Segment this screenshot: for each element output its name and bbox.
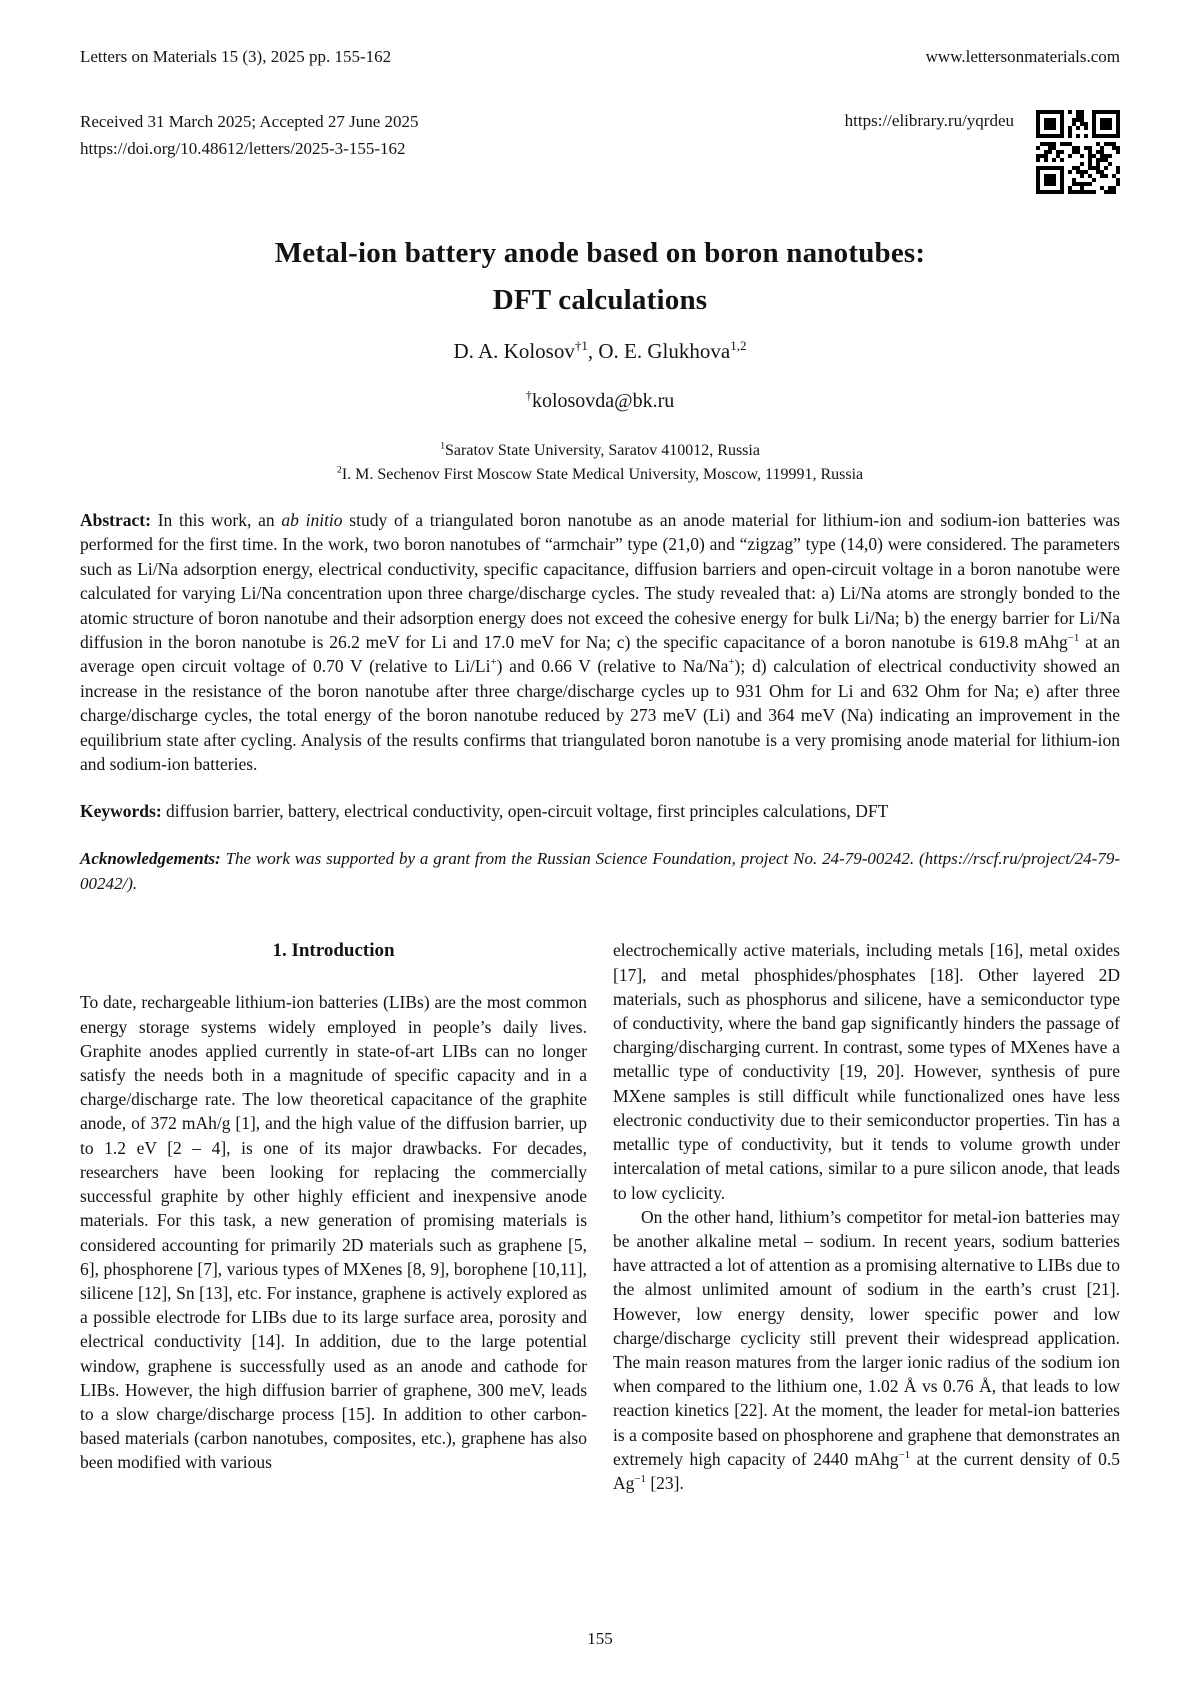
header — [80, 46, 1120, 68]
journal-site-link[interactable]: www.lettersonmaterials.com — [925, 47, 1120, 66]
author-email[interactable]: †kolosovda@bk.ru — [525, 388, 675, 412]
received-accepted-line: Received 31 March 2025; Accepted 27 June 2025 — [80, 112, 419, 131]
header-meta-left — [80, 108, 419, 162]
introduction-section — [80, 938, 1120, 1495]
intro-paragraph-3: On the other hand, lithium’s competitor for metal-ion batteries may be another alkaline metal – sodium. In recent years, sodium batteries have attracted a lot of attention as a promising alternative to LIBs due to the almost unlimited amount of sodium in the earth’s crust [21]. However, low energy density, lower specific power and low charge/discharge cyclicity still prevent their widespread application. The main reason matures from the larger ionic radius of the sodium ion when compared to the lithium one, 1.02 Å vs 0.76 Å, that leads to low reaction kinetics [22]. At the moment, the leader for metal-ion batteries is a composite based on phosphorene and graphene that demonstrates an extremely high capacity of 2440 mAhg$^{-1}$ at the current density of 0.5 $Ag^{-1}$ [23]. — [613, 1206, 1120, 1493]
header-meta-right — [845, 108, 1120, 194]
doi-link[interactable]: https://doi.org/10.48612/letters/2025-3-155-162 — [80, 139, 406, 158]
acknowledgements-paragraph: Acknowledgements: The work was supported by a grant from the Russian Science Foundation, project No. 24-79-00242. (https://rscf.ru/project/24-79-00242/). — [80, 849, 1120, 894]
keywords-line: Keywords: diffusion barrier, battery, electrical conductivity, open-circuit voltage, first principles calculations, DFT — [80, 801, 889, 822]
article-title — [80, 230, 1120, 324]
journal-reference: Letters on Materials 15 (3), 2025 pp. 155-162 — [80, 47, 392, 66]
qr-code — [1036, 110, 1120, 194]
intro-column-left — [80, 938, 587, 1495]
intro-paragraph-1: To date, rechargeable lithium-ion batteries (LIBs) are the most common energy storage systems widely employed in people’s daily lives. Graphite anodes applied currently in state-of-art LIBs can no longer satisfy the needs both in a magnitude of specific capacity and in a charge/discharge rate. The low theoretical capacitance of the graphite anode, of 372 mAh/g [1], and the high value of the diffusion barrier, up to 1.2 eV [2 – 4], is one of its major drawbacks. For decades, researchers have been looking for replacing the commercially successful graphite by other highly efficient and inexpensive anode materials. For this task, a new generation of promising materials is considered accounting for primarily 2D materials such as graphene [5, 6], phosphorene [7], various types of MXenes [8, 9], borophene [10,11], silicene [12], Sn [13], etc. For instance, graphene is actively explored as a possible electrode for LIBs due to its large surface area, porosity and electrical conductivity [14]. In addition, due to the large potential window, graphene is successfully used as an anode and cathode for LIBs. However, the high diffusion barrier of graphene, 300 meV, leads to a slow charge/discharge process [15]. In addition to other carbon-based materials (carbon nanotubes, composites, etc.), graphene has also been modified with various — [80, 992, 587, 1473]
elibrary-link[interactable]: https://elibrary.ru/yqrdeu — [844, 111, 1014, 130]
abstract-paragraph: Abstract: In this work, an ab initio study of a triangulated boron nanotube as an anode material for lithium-ion and sodium-ion batteries was performed for the first time. In the work, two boron nanotubes of “armchair” type (21,0) and “zigzag” type (14,0) were considered. The parameters such as Li/Na adsorption energy, electrical conductivity, specific capacitance, diffusion barriers and open-circuit voltage in a boron nanotube were calculated for varying Li/Na concentration upon three charge/discharge cycles. The study revealed that: a) Li/Na atoms are strongly bonded to the atomic structure of boron nanotube and their adsorption energy does not exceed the cohesive energy for bulk Li/Na; b) the energy barrier for Li/Na diffusion in the boron nanotube is 26.2 meV for Li and 17.0 meV for Na; c) the specific capacitance of a boron nanotube is 619.8 mAhg$^{-1}$ at an average open circuit voltage of 0.70 V (relative to Li/Li+) and 0.66 V (relative to Na/Na+); d) calculation of electrical conductivity showed an increase in the resistance of the boron nanotube after three charge/discharge cycles up to 931 Ohm for Li and 632 Ohm for Na; e) after three charge/discharge cycles, the total energy of the boron nanotube reduced by 273 meV (Li) and 364 meV (Na) indicating an improvement in the equilibrium state after cycling. Analysis of the results confirms that triangulated boron nanotube is a very promising anode material for lithium-ion and sodium-ion batteries. — [80, 510, 1120, 775]
header-meta — [80, 108, 1120, 194]
affiliation-1: $^1$Saratov State University, Saratov 410012, Russia — [440, 440, 760, 459]
page-number: 155 — [587, 1629, 613, 1648]
section-heading-introduction: 1. Introduction — [272, 940, 395, 962]
intro-paragraph-2: electrochemically active materials, including metals [16], metal oxides [17], and metal phosphides/phosphates [18]. Other layered 2D materials, such as phosphorus and silicene, have a semiconductor type of conductivity, where the band gap significantly hinders the passage of charging/discharging current. In contrast, some types of MXenes have a metallic type of conductivity [19, 20]. However, synthesis of pure MXene samples is still difficult while functionalized ones have less electronic conductivity due to their semiconductor properties. Tin has a metallic type of conductivity, but it tends to volume growth under intercalation of metal cations, similar to a pure silicon anode, that leads to low cyclicity. — [613, 940, 1120, 1203]
authors-line: D. A. Kolosov$^{\dagger 1}$, O. E. Glukhova$^{1,2}$ — [453, 338, 747, 363]
intro-column-right — [613, 938, 1120, 1495]
affiliations — [80, 439, 1120, 487]
article-title-line-1: Metal-ion battery anode based on boron nanotubes: — [274, 237, 926, 269]
article-title-line-2: DFT calculations — [492, 284, 708, 316]
affiliation-2: $^2$I. M. Sechenov First Moscow State Medical University, Moscow, 119991, Russia — [336, 464, 864, 483]
